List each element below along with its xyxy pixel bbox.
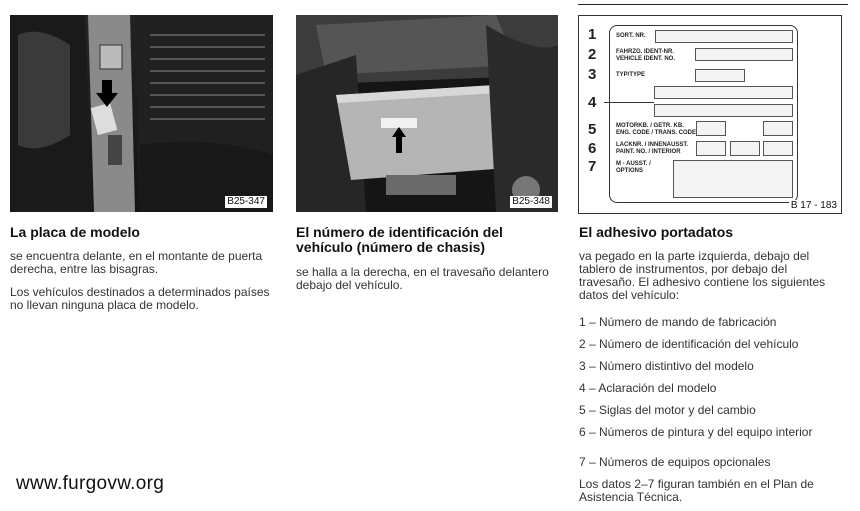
plate-row-number: 4 <box>588 94 597 111</box>
model-plate-text-2: Los vehículos destinados a determinados países no llevan ninguna placa de modelo. <box>10 285 270 312</box>
plate-row-number: 1 <box>588 26 597 43</box>
figure-door-pillar-photo <box>10 15 273 212</box>
plate-field <box>763 121 793 136</box>
top-rule <box>578 4 848 5</box>
model-plate-text-1: se encuentra delante, en el montante de puerta derecha, entre las bisagras. <box>10 249 263 276</box>
plate-field <box>673 160 793 198</box>
plate-field <box>695 69 745 82</box>
plate-field <box>654 104 793 117</box>
data-sticker-plate <box>588 25 798 203</box>
data-list-item: 4 – Aclaración del modelo <box>579 381 717 395</box>
plate-field <box>654 86 793 99</box>
data-list-item: 6 – Números de pintura y del equipo interior <box>579 425 813 439</box>
plate-row-label: FAHRZG. IDENT-NR. VEHICLE IDENT. NO. <box>616 49 676 62</box>
plate-field <box>655 30 793 43</box>
plate-row-label: SORT. NR. <box>616 33 646 39</box>
data-list-item: 7 – Números de equipos opcionales <box>579 455 771 469</box>
plate-row-number: 2 <box>588 46 597 63</box>
plate-row-number: 7 <box>588 158 597 175</box>
figure-label: B25-348 <box>512 196 550 207</box>
plate-row-number: 5 <box>588 121 597 138</box>
chassis-number-text: se halla a la derecha, en el travesaño delantero debajo del vehículo. <box>296 265 549 292</box>
plate-field <box>696 121 726 136</box>
figure-data-sticker <box>578 15 842 214</box>
data-sticker-footer: Los datos 2–7 figuran también en el Plan de Asistencia Técnica. <box>579 477 814 504</box>
plate-field <box>696 141 726 156</box>
plate-leader-line <box>604 102 654 103</box>
plate-row-label: M - AUSST. / OPTIONS <box>616 161 651 174</box>
plate-row-label: MOTORKB. / GETR. KB. ENG. CODE / TRANS. CODE <box>616 123 697 136</box>
chassis-crossmember-illustration <box>296 15 558 212</box>
model-plate-heading: La placa de modelo <box>10 224 140 240</box>
plate-row-number: 3 <box>588 66 597 83</box>
figure-chassis-crossmember-photo <box>296 15 558 212</box>
data-list-item: 3 – Número distintivo del modelo <box>579 359 754 373</box>
data-list-item: 5 – Siglas del motor y del cambio <box>579 403 756 417</box>
plate-field <box>763 141 793 156</box>
watermark-text: www.furgovw.org <box>16 473 165 494</box>
data-sticker-intro: va pegado en la parte izquierda, debajo del tablero de instrumentos, por debajo del travesaño. El adhesivo contiene los siguientes datos del vehículo: <box>579 249 826 302</box>
data-list-item: 2 – Número de identificación del vehículo <box>579 337 799 351</box>
figure-label: B25-347 <box>227 196 265 207</box>
data-sticker-heading: El adhesivo portadatos <box>579 224 734 240</box>
plate-field <box>695 48 793 61</box>
plate-row-label: LACKNR. / INNENAUSST. PAINT. NO. / INTERIOR <box>616 142 689 155</box>
plate-row-label: TYP/TYPE <box>616 72 646 78</box>
data-list-item: 1 – Número de mando de fabricación <box>579 315 777 329</box>
door-pillar-illustration <box>10 15 273 212</box>
plate-field <box>730 141 760 156</box>
figure-label: B 17 - 183 <box>790 200 837 211</box>
plate-row-number: 6 <box>588 140 597 157</box>
chassis-number-heading: El número de identificación del vehículo (número de chasis) <box>296 224 503 255</box>
